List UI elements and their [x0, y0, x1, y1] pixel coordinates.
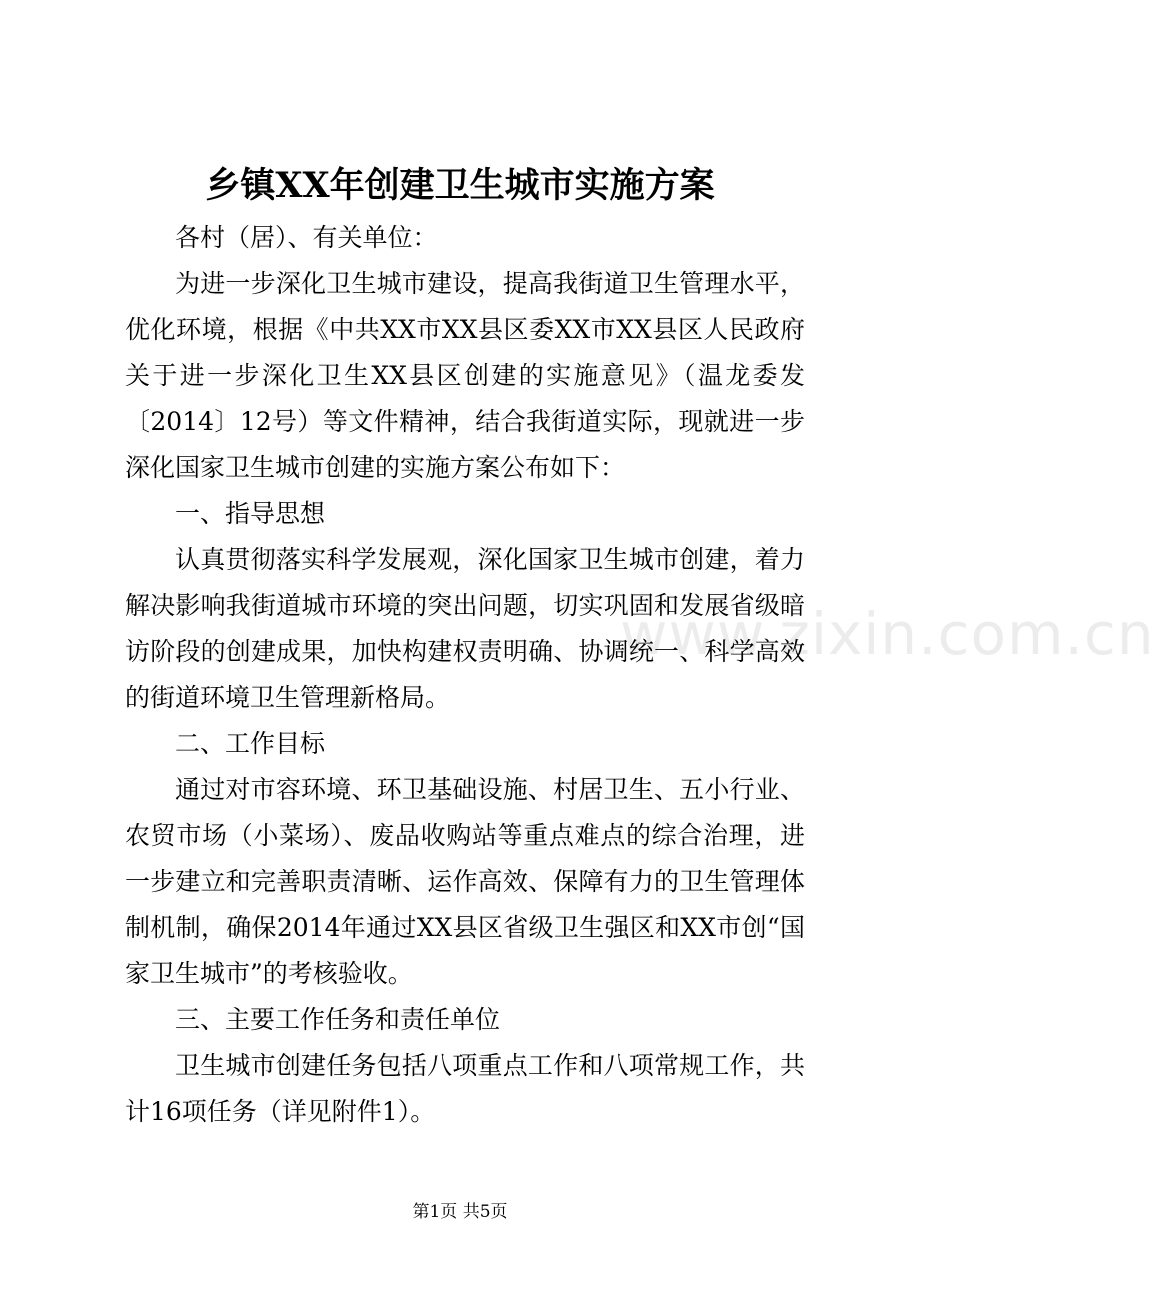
section-heading-work-goals: 二、工作目标	[175, 729, 326, 758]
guiding-ideology-paragraph: 认真贯彻落实科学发展观，深化国家卫生城市创建，着力解决影响我街道城市环境的突出问题，切实巩固和发展省级暗访阶段的创建成果，加快构建权责明确、协调统一、科学高效的街道环境卫生管理新格局。	[125, 545, 805, 712]
main-tasks-paragraph: 卫生城市创建任务包括八项重点工作和八项常规工作，共计16项任务（详见附件1）。	[125, 1051, 805, 1126]
salutation-paragraph: 各村（居）、有关单位：	[175, 223, 438, 252]
section-heading-guiding-ideology: 一、指导思想	[175, 499, 326, 528]
watermark: www.zixin.com.cn	[620, 600, 1155, 668]
section-heading-main-tasks: 三、主要工作任务和责任单位	[175, 1005, 501, 1034]
intro-paragraph: 为进一步深化卫生城市建设，提高我街道卫生管理水平，优化环境，根据《中共XX市XX县区委XX市XX县区人民政府关于进一步深化卫生XX县区创建的实施意见》（温龙委发〔2014〕12号）等文件精神，结合我街道实际，现就进一步深化国家卫生城市创建的实施方案公布如下：	[125, 269, 805, 482]
document-body	[125, 215, 805, 1135]
work-goals-paragraph: 通过对市容环境、环卫基础设施、村居卫生、五小行业、农贸市场（小菜场）、废品收购站等重点难点的综合治理，进一步建立和完善职责清晰、运作高效、保障有力的卫生管理体制机制，确保2014年通过XX县区省级卫生强区和XX市创“国家卫生城市”的考核验收。	[125, 775, 805, 988]
document-title: 乡镇XX年创建卫生城市实施方案	[205, 165, 715, 206]
page-number-footer: 第1页 共5页	[412, 1202, 508, 1222]
